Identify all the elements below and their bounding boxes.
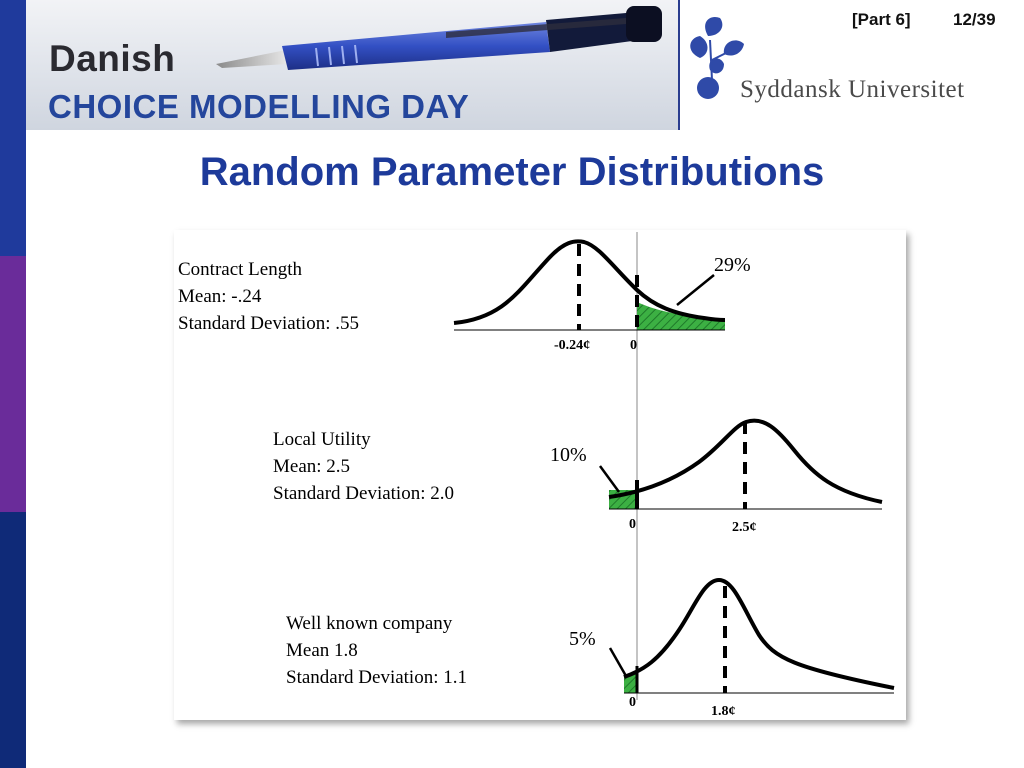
contract-length-curve-group <box>454 241 725 330</box>
contract-length-share: 29% <box>714 254 751 276</box>
left-color-stripe <box>0 0 26 768</box>
contract-length-mean: Mean: -.24 <box>178 286 262 307</box>
local-utility-zero-tick: 0 <box>629 517 636 532</box>
stripe-navy-segment <box>0 512 26 768</box>
university-name: Syddansk Universitet <box>740 76 965 103</box>
local-utility-sd: Standard Deviation: 2.0 <box>273 483 454 504</box>
header-banner <box>26 0 678 130</box>
banner-title-line1: Danish <box>49 38 176 79</box>
contract-length-mean-tick: -0.24¢ <box>554 338 591 353</box>
local-utility-params <box>273 426 454 507</box>
stripe-blue-segment <box>0 0 26 256</box>
local-utility-mean: Mean: 2.5 <box>273 456 351 477</box>
local-utility-pointer <box>600 466 619 492</box>
well-known-company-params <box>286 610 467 691</box>
contract-length-pointer <box>677 275 714 305</box>
well-known-company-mean: Mean 1.8 <box>286 640 358 661</box>
well-known-company-share: 5% <box>569 628 596 650</box>
local-utility-share: 10% <box>550 444 587 466</box>
stripe-purple-segment <box>0 256 26 512</box>
contract-length-zero-tick: 0 <box>630 338 637 353</box>
local-utility-mean-tick: 2.5¢ <box>732 520 757 535</box>
contract-length-shaded-area <box>637 302 725 330</box>
local-utility-name: Local Utility <box>273 429 371 450</box>
slide-title: Random Parameter Distributions <box>199 150 825 194</box>
contract-length-params <box>178 256 359 337</box>
well-known-company-curve-group <box>610 580 894 693</box>
contract-length-name: Contract Length <box>178 259 302 280</box>
well-known-company-mean-tick: 1.8¢ <box>711 704 736 719</box>
contract-length-sd: Standard Deviation: .55 <box>178 313 359 334</box>
well-known-company-name: Well known company <box>286 613 453 634</box>
well-known-company-curve <box>624 580 894 688</box>
well-known-company-sd: Standard Deviation: 1.1 <box>286 667 467 688</box>
contract-length-curve <box>454 241 725 323</box>
slide-number: 12/39 <box>953 10 996 29</box>
banner-title-line2: CHOICE MODELLING DAY <box>48 88 470 125</box>
well-known-company-zero-tick: 0 <box>629 695 636 710</box>
distribution-figure <box>174 230 906 720</box>
local-utility-curve-group <box>600 421 882 509</box>
part-label: [Part 6] <box>852 10 911 29</box>
well-known-company-pointer <box>610 648 626 676</box>
